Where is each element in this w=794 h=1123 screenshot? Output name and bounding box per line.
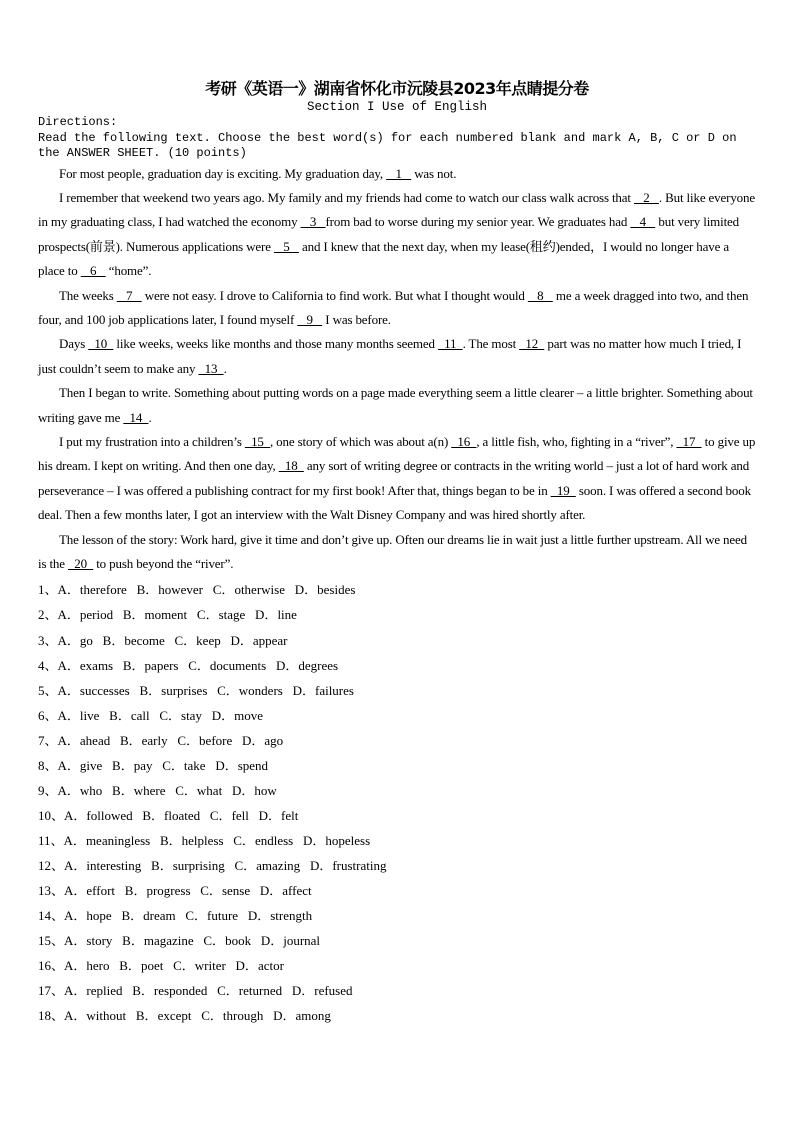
numbered-blank: 5	[273, 238, 299, 254]
numbered-blank: 2	[633, 189, 659, 205]
option-c: endless	[254, 832, 294, 848]
question-number: 14	[38, 908, 51, 924]
page-title: 考研《英语一》湖南省怀化市沅陵县2023年点睛提分卷	[205, 79, 589, 98]
option-c: before	[199, 732, 233, 748]
option-a: ahead	[79, 732, 111, 748]
question-number: 5	[38, 682, 45, 698]
question-row: 7、A．ahead B．early C．before D．ago	[38, 732, 284, 748]
option-c: stay	[181, 707, 202, 723]
passage-paragraph: For most people, graduation day is exciting. My graduation day, 1 was not.	[59, 165, 457, 181]
option-d: among	[295, 1008, 331, 1024]
option-d: failures	[314, 682, 354, 698]
numbered-blank: 18	[278, 458, 304, 474]
option-b: early	[141, 732, 168, 748]
question-row: 2、A．period B．moment C．stage D．line	[38, 607, 297, 623]
numbered-blank: 7	[116, 287, 142, 303]
numbered-blank: 11	[437, 336, 463, 352]
option-a: who	[79, 782, 103, 798]
numbered-blank: 6	[80, 263, 106, 279]
question-number: 11	[38, 832, 51, 848]
option-b: progress	[146, 882, 191, 898]
option-c: what	[196, 782, 223, 798]
option-d: journal	[283, 933, 321, 949]
passage	[38, 162, 756, 577]
numbered-blank: 14	[123, 409, 149, 425]
directions-label: Directions:	[38, 115, 118, 129]
question-row: 1、A．therefore B．however C．otherwise D．besides	[38, 582, 356, 598]
option-b: papers	[144, 657, 179, 673]
option-b: where	[133, 782, 166, 798]
option-c: take	[183, 757, 206, 773]
question-number: 16	[38, 958, 51, 974]
option-c: through	[222, 1008, 264, 1024]
option-b: pay	[133, 757, 153, 773]
numbered-blank: 1	[386, 165, 412, 181]
question-row: 6、A．live B．call C．stay D．move	[38, 707, 263, 723]
question-number: 12	[38, 857, 51, 873]
option-d: actor	[257, 958, 284, 974]
passage-paragraph: Then I began to write. Something about putting words on a page made everything seem a little clearer – a little brighter. Something about writing gave me 14 .	[38, 385, 753, 425]
option-a: effort	[86, 882, 116, 898]
numbered-blank: 3	[300, 214, 326, 230]
option-c: fell	[231, 807, 249, 823]
numbered-blank: 17	[676, 433, 702, 449]
question-number: 7	[38, 732, 45, 748]
directions-text: Read the following text. Choose the best word(s) for each numbered blank and mark A, B, C or D on the ANSWER SHEET. (10 points)	[38, 130, 737, 160]
option-d: affect	[282, 882, 312, 898]
option-d: felt	[281, 807, 299, 823]
option-a: without	[86, 1008, 127, 1024]
option-a: therefore	[79, 582, 127, 598]
passage-paragraph: Days 10 like weeks, weeks like months and those many months seemed 11 . The most 12 part was no matter how much I tried, I just couldn’t seem to make any 13 .	[38, 336, 742, 376]
option-d: frustrating	[332, 857, 387, 873]
option-d: besides	[317, 582, 356, 598]
numbered-blank: 8	[527, 287, 553, 303]
question-number: 1	[38, 582, 45, 598]
option-c: book	[225, 933, 252, 949]
question-row: 3、A．go B．become C．keep D．appear	[38, 632, 288, 648]
option-c: stage	[218, 607, 246, 623]
option-c: future	[207, 908, 239, 924]
passage-paragraph: The lesson of the story: Work hard, give it time and don’t give up. Often our dreams lie in wait just a little further upstream. All we need is the 20 to push beyond the “river”.	[38, 531, 747, 571]
option-b: call	[130, 707, 150, 723]
option-d: refused	[314, 983, 353, 999]
question-number: 6	[38, 707, 45, 723]
option-c: sense	[221, 882, 251, 898]
question-row: 15、A．story B．magazine C．book D．journal	[38, 933, 321, 949]
question-row: 4、A．exams B．papers C．documents D．degrees	[38, 657, 339, 673]
numbered-blank: 13	[198, 360, 224, 376]
option-b: magazine	[143, 933, 194, 949]
option-a: interesting	[86, 857, 142, 873]
option-b: however	[158, 582, 204, 598]
question-row: 17、A．replied B．responded C．returned D．refused	[38, 983, 353, 999]
option-b: responded	[153, 983, 208, 999]
option-d: hopeless	[325, 832, 371, 848]
option-b: become	[124, 632, 165, 648]
option-c: keep	[196, 632, 221, 648]
document-page	[38, 78, 756, 1028]
question-row: 10、A．followed B．floated C．fell D．felt	[38, 807, 299, 823]
question-number: 4	[38, 657, 45, 673]
question-row: 9、A．who B．where C．what D．how	[38, 782, 277, 798]
option-a: period	[79, 607, 114, 623]
option-a: story	[86, 933, 113, 949]
question-row: 18、A．without B．except C．through D．among	[38, 1008, 331, 1024]
option-b: poet	[140, 958, 164, 974]
section-heading: Section I Use of English	[306, 100, 488, 114]
question-number: 2	[38, 607, 45, 623]
numbered-blank: 19	[550, 482, 576, 498]
option-b: surprising	[172, 857, 225, 873]
numbered-blank: 4	[630, 214, 656, 230]
option-c: otherwise	[234, 582, 285, 598]
option-a: live	[79, 707, 100, 723]
numbered-blank: 20	[68, 556, 94, 571]
question-row: 12、A．interesting B．surprising C．amazing D．frustrating	[38, 857, 387, 873]
question-number: 8	[38, 757, 45, 773]
option-d: ago	[264, 732, 284, 748]
option-a: hope	[86, 908, 112, 924]
option-a: hero	[86, 958, 110, 974]
option-d: degrees	[298, 657, 339, 673]
option-a: exams	[79, 657, 114, 673]
option-a: replied	[86, 983, 123, 999]
numbered-blank: 10	[88, 336, 114, 352]
numbered-blank: 12	[519, 336, 545, 352]
option-c: returned	[238, 983, 283, 999]
question-row: 8、A．give B．pay C．take D．spend	[38, 757, 269, 773]
passage-paragraph: I remember that weekend two years ago. My family and my friends had come to watch our class walk across that 2 . But like everyone in my graduating class, I had watched the economy 3 from bad to worse during my senior year. We graduates had 4 but very limited prospects(前景). Numerous applications were 5 and I knew that the next day, when my lease(租约)ended，I would no longer have a place to 6 “home”.	[38, 189, 755, 279]
option-a: give	[79, 757, 103, 773]
option-a: followed	[86, 807, 133, 823]
numbered-blank: 16	[451, 433, 477, 449]
option-d: line	[277, 607, 297, 623]
question-row: 14、A．hope B．dream C．future D．strength	[38, 908, 313, 924]
option-c: amazing	[256, 857, 301, 873]
option-b: dream	[143, 908, 176, 924]
option-a: successes	[79, 682, 130, 698]
option-a: meaningless	[85, 832, 151, 848]
passage-paragraph: I put my frustration into a children’s 15 , one story of which was about a(n) 16 , a little fish, who, fighting in a “river”, 17 to give up his dream. I kept on writing. And then one day, 18 any sort of writing degree or contracts in the writing world – just a lot of hard work and perseverance – I was offered a publishing contract for my first book! After that, things began to be in 19 soon. I was offered a second book deal. Then a few months later, I got an interview with the Walt Disney Company and was hired shortly after.	[38, 433, 756, 523]
question-number: 15	[38, 933, 51, 949]
question-number: 3	[38, 632, 45, 648]
option-b: helpless	[181, 832, 224, 848]
question-row: 5、A．successes B．surprises C．wonders D．failures	[38, 682, 354, 698]
option-d: strength	[270, 908, 313, 924]
option-c: writer	[194, 958, 226, 974]
option-d: move	[234, 707, 263, 723]
option-d: spend	[237, 757, 269, 773]
question-number: 10	[38, 807, 51, 823]
option-a: go	[79, 632, 93, 648]
question-options	[38, 577, 756, 1028]
option-d: how	[254, 782, 277, 798]
question-number: 13	[38, 882, 51, 898]
question-row: 13、A．effort B．progress C．sense D．affect	[38, 882, 312, 898]
option-c: wonders	[238, 682, 283, 698]
option-c: documents	[209, 657, 267, 673]
passage-paragraph: The weeks 7 were not easy. I drove to California to find work. But what I thought would 8 me a week dragged into two, and then four, and 100 job applications later, I found myself 9 I was before.	[38, 287, 749, 327]
question-number: 17	[38, 983, 51, 999]
option-d: appear	[252, 632, 288, 648]
option-b: except	[157, 1008, 192, 1024]
question-row: 16、A．hero B．poet C．writer D．actor	[38, 958, 284, 974]
question-number: 9	[38, 782, 45, 798]
question-number: 18	[38, 1008, 51, 1024]
numbered-blank: 15	[244, 433, 270, 449]
question-row: 11、A．meaningless B．helpless C．endless D．hopeless	[38, 832, 371, 848]
option-b: floated	[164, 807, 201, 823]
numbered-blank: 9	[297, 311, 323, 327]
option-b: surprises	[161, 682, 208, 698]
option-b: moment	[144, 607, 188, 623]
